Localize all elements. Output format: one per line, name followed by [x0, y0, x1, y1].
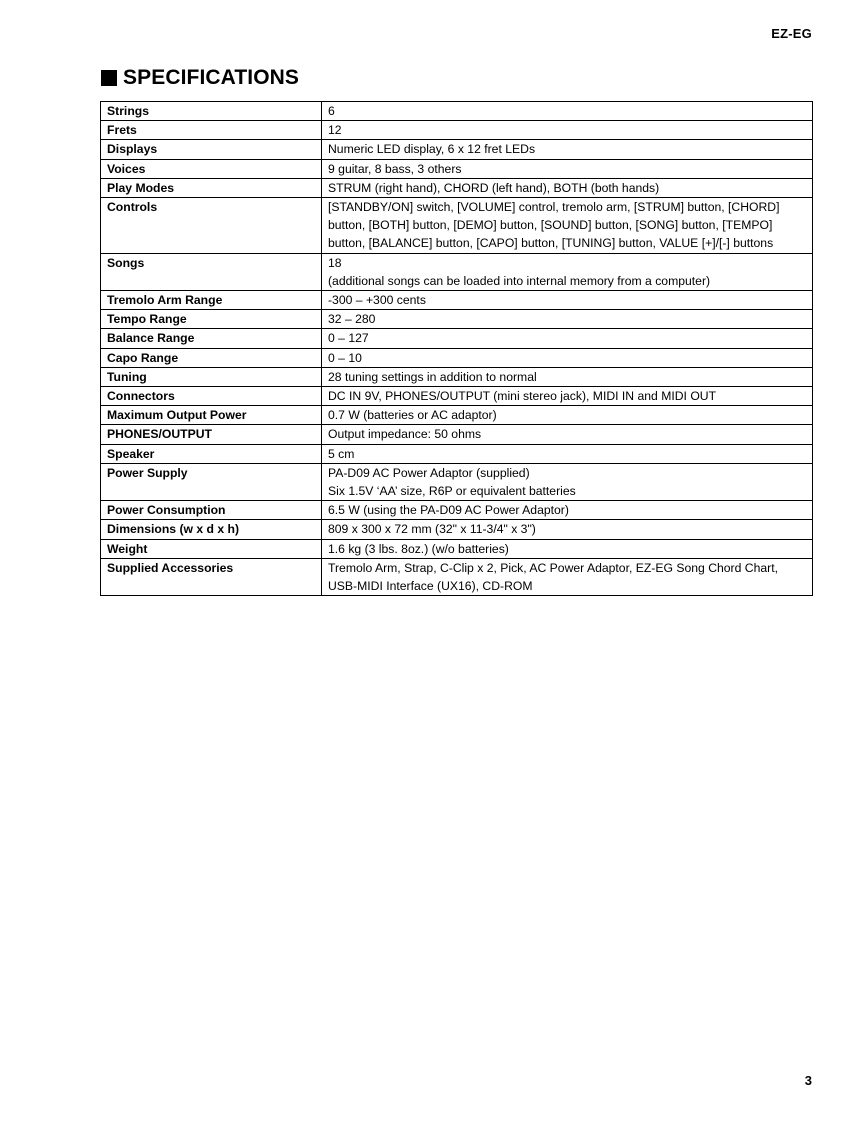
spec-value-line: PA-D09 AC Power Adaptor (supplied): [328, 465, 530, 480]
spec-value: [322, 558, 813, 595]
spec-value: [322, 444, 813, 463]
spec-label: Supplied Accessories: [101, 558, 322, 595]
spec-value-line: 18: [328, 255, 342, 270]
spec-label: Balance Range: [101, 329, 322, 348]
spec-value-line: 6.5 W (using the PA-D09 AC Power Adaptor): [328, 503, 569, 518]
spec-value: [322, 425, 813, 444]
spec-value: [322, 198, 813, 254]
spec-value-line: DC IN 9V, PHONES/OUTPUT (mini stereo jack), MIDI IN and MIDI OUT: [328, 389, 717, 404]
spec-value: [322, 102, 813, 121]
table-row: [101, 501, 813, 520]
spec-value: [322, 253, 813, 290]
table-row: [101, 310, 813, 329]
table-row: [101, 140, 813, 159]
specifications-table: [100, 101, 813, 596]
spec-value-line: (additional songs can be loaded into internal memory from a computer): [328, 273, 711, 288]
spec-value-line: Six 1.5V ‘AA’ size, R6P or equivalent batteries: [328, 484, 576, 499]
spec-value-line: 6: [328, 104, 335, 118]
spec-value: [322, 178, 813, 197]
spec-value-line: Numeric LED display, 6 x 12 fret LEDs: [328, 142, 536, 157]
spec-label: Capo Range: [101, 348, 322, 367]
spec-value-line: 0 – 127: [328, 331, 369, 346]
spec-value-line: 9 guitar, 8 bass, 3 others: [328, 161, 462, 176]
spec-value-line: 5 cm: [328, 446, 355, 461]
table-row: [101, 159, 813, 178]
spec-label: PHONES/OUTPUT: [101, 425, 322, 444]
table-row: [101, 291, 813, 310]
spec-label: Voices: [101, 159, 322, 178]
spec-value: [322, 159, 813, 178]
spec-value-line: 0.7 W (batteries or AC adaptor): [328, 408, 497, 423]
spec-value-line: Output impedance: 50 ohms: [328, 427, 482, 442]
spec-value-line: USB-MIDI Interface (UX16), CD-ROM: [328, 579, 533, 594]
spec-value-line: 12: [328, 123, 342, 138]
section-heading: [101, 66, 299, 90]
spec-value: [322, 348, 813, 367]
table-row: [101, 348, 813, 367]
table-row: [101, 329, 813, 348]
table-row: [101, 253, 813, 290]
spec-label: Displays: [101, 140, 322, 159]
spec-label: Speaker: [101, 444, 322, 463]
table-row: [101, 198, 813, 254]
spec-value-line: STRUM (right hand), CHORD (left hand), BOTH (both hands): [328, 180, 660, 195]
table-row: [101, 121, 813, 140]
spec-value: [322, 310, 813, 329]
spec-value-line: Tremolo Arm, Strap, C-Clip x 2, Pick, AC Power Adaptor, EZ-EG Song Chord Chart,: [328, 560, 778, 575]
spec-value: [322, 406, 813, 425]
spec-value: [322, 291, 813, 310]
spec-label: Tempo Range: [101, 310, 322, 329]
spec-value-line: 0 – 10: [328, 350, 362, 365]
spec-label: Controls: [101, 198, 322, 254]
specifications-table-body: [101, 102, 813, 596]
spec-value: [322, 501, 813, 520]
table-row: [101, 387, 813, 406]
spec-value-line: 809 x 300 x 72 mm (32" x 11-3/4" x 3"): [328, 522, 536, 537]
table-row: [101, 539, 813, 558]
spec-value-line: 32 – 280: [328, 312, 376, 327]
table-row: [101, 367, 813, 386]
spec-label: Power Supply: [101, 463, 322, 500]
spec-value-line: 28 tuning settings in addition to normal: [328, 369, 537, 384]
spec-label: Tremolo Arm Range: [101, 291, 322, 310]
table-row: [101, 463, 813, 500]
spec-label: Tuning: [101, 367, 322, 386]
spec-label: Dimensions (w x d x h): [101, 520, 322, 539]
table-row: [101, 178, 813, 197]
spec-value-line: 1.6 kg (3 lbs. 8oz.) (w/o batteries): [328, 541, 509, 556]
table-row: [101, 425, 813, 444]
spec-label: Songs: [101, 253, 322, 290]
spec-value: [322, 140, 813, 159]
table-row: [101, 102, 813, 121]
spec-label: Connectors: [101, 387, 322, 406]
square-bullet-icon: [101, 70, 117, 86]
table-row: [101, 444, 813, 463]
spec-value: [322, 387, 813, 406]
spec-value: [322, 367, 813, 386]
spec-value: [322, 539, 813, 558]
model-name: EZ-EG: [771, 26, 812, 41]
spec-value-line: button, [BALANCE] button, [CAPO] button, [TUNING] button, VALUE [+]/[-] buttons: [328, 236, 774, 251]
spec-value-line: -300 – +300 cents: [328, 293, 426, 308]
section-title: SPECIFICATIONS: [123, 66, 300, 89]
spec-value: [322, 329, 813, 348]
spec-value: [322, 121, 813, 140]
spec-label: Power Consumption: [101, 501, 322, 520]
table-row: [101, 558, 813, 595]
spec-label: Strings: [101, 102, 322, 121]
spec-label: Maximum Output Power: [101, 406, 322, 425]
table-row: [101, 406, 813, 425]
page-number: 3: [804, 1073, 812, 1088]
spec-value: [322, 463, 813, 500]
table-row: [101, 520, 813, 539]
spec-value: [322, 520, 813, 539]
spec-label: Play Modes: [101, 178, 322, 197]
spec-label: Frets: [101, 121, 322, 140]
spec-label: Weight: [101, 539, 322, 558]
spec-value-line: button, [BOTH] button, [DEMO] button, [SOUND] button, [SONG] button, [TEMPO]: [328, 218, 773, 233]
spec-value-line: [STANDBY/ON] switch, [VOLUME] control, tremolo arm, [STRUM] button, [CHORD]: [328, 200, 780, 215]
